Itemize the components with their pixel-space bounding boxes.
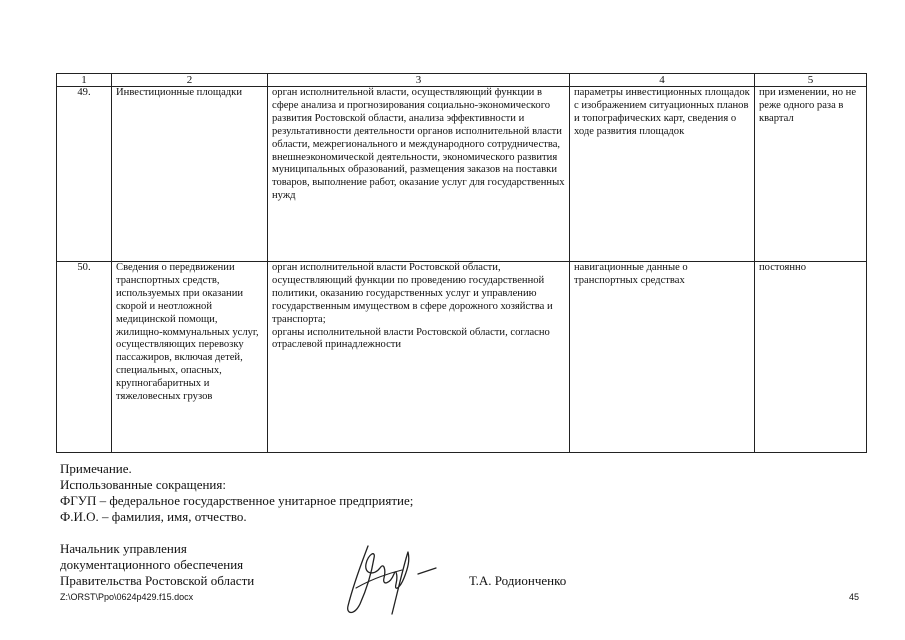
table-header-row <box>57 74 867 87</box>
table-row <box>57 262 867 453</box>
col-header-3: 3 <box>268 74 570 87</box>
row-number: 49. <box>57 87 112 262</box>
col-header-2: 2 <box>112 74 268 87</box>
row-period: при изменении, но не реже одного раза в квартал <box>755 87 867 262</box>
signer-title-block <box>60 541 254 589</box>
signer-name: Т.А. Родионченко <box>469 573 567 588</box>
handwritten-signature <box>338 540 448 620</box>
note-title: Примечание. <box>60 461 132 476</box>
note-item-fio: Ф.И.О. – фамилия, имя, отчество. <box>60 509 247 524</box>
note-block <box>60 461 413 525</box>
file-path: Z:\ORST\Ppo\0624p429.f15.docx <box>60 592 194 602</box>
row-name: Сведения о передвижении транспортных средств, используемых при оказании скорой и неотложной медицинской помощи, жилищно-коммунальных услуг, осуществляющих перевозку пассажиров, включая детей, специальных, опасных, крупногабаритных и тяжеловесных грузов <box>112 262 268 453</box>
page-number: 45 <box>849 592 860 602</box>
signer-title-line: документационного обеспечения <box>60 557 244 572</box>
note-subtitle: Использованные сокращения: <box>60 477 226 492</box>
row-period: постоянно <box>755 262 867 453</box>
row-number: 50. <box>57 262 112 453</box>
row-organ: орган исполнительной власти Ростовской области, осуществляющий функции по проведению государственной политики, оказанию государственных услуг и управлению государственным имуществом в сфере дорожного хозяйства и транспорта; органы исполнительной власти Ростовской области, согласно отраслевой принадлежности <box>268 262 570 453</box>
registry-table <box>56 73 867 453</box>
note-item-fgup: ФГУП – федеральное государственное унитарное предприятие; <box>60 493 414 508</box>
col-header-1: 1 <box>57 74 112 87</box>
row-organ: орган исполнительной власти, осуществляющий функции в сфере анализа и прогнозирования социально-экономического развития Ростовской области, анализа эффективности и результативности деятельности органов исполнительной власти области, межрегионального и международного сотрудничества, внешнеэкономической деятельности, экономического развития муниципальных образований, размещения заказов на поставки товаров, выполнение работ, оказание услуг для государственных нужд <box>268 87 570 262</box>
signer-title-line: Правительства Ростовской области <box>60 573 255 588</box>
row-params: навигационные данные о транспортных средствах <box>570 262 755 453</box>
col-header-5: 5 <box>755 74 867 87</box>
col-header-4: 4 <box>570 74 755 87</box>
row-name: Инвестиционные площадки <box>112 87 268 262</box>
signer-title-line: Начальник управления <box>60 541 187 556</box>
row-params: параметры инвестиционных площадок с изображением ситуационных планов и топографических карт, сведения о ходе развития площадок <box>570 87 755 262</box>
table-row <box>57 87 867 262</box>
